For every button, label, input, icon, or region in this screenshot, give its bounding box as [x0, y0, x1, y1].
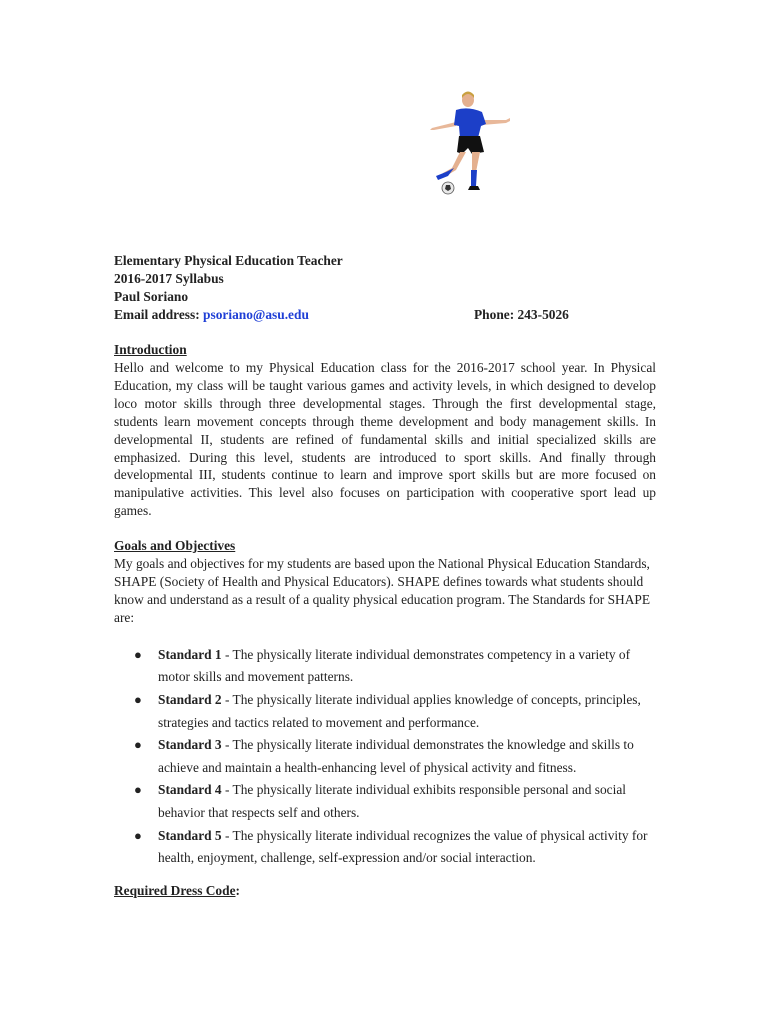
list-item [114, 825, 656, 870]
soccer-player-image [426, 90, 516, 200]
contact-row [114, 306, 656, 324]
standards-list [114, 644, 656, 870]
syllabus-year: 2016-2017 Syllabus [114, 271, 224, 286]
header-block [114, 252, 656, 324]
standard-label: Standard 4 [158, 782, 222, 798]
standard-label: Standard 1 [158, 646, 222, 662]
standard-text: - The physically literate individual applies knowledge of concepts, principles, strategies and tactics related to movement and performance. [158, 691, 641, 730]
standard-text: - The physically literate individual exhibits responsible personal and social behavior that respects self and others. [158, 782, 626, 820]
goals-heading: Goals and Objectives [114, 538, 236, 554]
dress-code-colon: : [235, 882, 240, 898]
goals-text: My goals and objectives for my students are based upon the National Physical Education Standards, SHAPE (Society of Health and Physical Educators). SHAPE defines towards what students should know and understand as a result of a quality physical education program. The Standards for SHAPE are: [114, 556, 650, 625]
bullet-icon: ● [134, 782, 142, 798]
bullet-icon: ● [134, 691, 142, 707]
standard-label: Standard 3 [158, 737, 222, 753]
syllabus-document [114, 252, 656, 900]
standard-text: - The physically literate individual recognizes the value of physical activity for health, enjoyment, challenge, self-expression and/or social interaction. [158, 827, 648, 866]
standard-label: Standard 2 [158, 691, 222, 707]
teacher-name: Paul Soriano [114, 289, 189, 304]
bullet-icon: ● [134, 737, 142, 753]
list-item [114, 734, 656, 779]
email-label: Email address: [114, 307, 204, 322]
list-item [114, 779, 656, 824]
standard-text: - The physically literate individual demonstrates competency in a variety of motor skills and movement patterns. [158, 646, 631, 685]
standard-label: Standard 5 [158, 827, 222, 843]
dress-code-label: Required Dress Code [114, 882, 236, 898]
standard-text: - The physically literate individual demonstrates the knowledge and skills to achieve and maintain a health-enhancing level of physical activity and fitness. [158, 737, 634, 775]
phone-number: Phone: 243-5026 [474, 307, 569, 322]
bullet-icon: ● [134, 646, 142, 662]
introduction-text: Hello and welcome to my Physical Education class for the 2016-2017 school year. In Physical Education, my class will be taught various games and activity levels, in which designed to develop loco motor skills through three developmental stages. Through the first developmental stage, students learn movement concepts through theme development and body management skills. In developmental II, students are refined of fundamental skills and initial specialized skills are emphasized. During this level, students are introduced to sport skills. And finally through developmental III, students continue to learn and improve sport skills but are more focused on manipulative activities. This level also focuses on participation with cooperative sport lead up games. [114, 360, 656, 519]
list-item [114, 689, 656, 734]
dress-code-heading [114, 882, 656, 900]
introduction-heading: Introduction [114, 342, 187, 357]
email-link[interactable]: psoriano@asu.edu [203, 307, 309, 322]
list-item [114, 644, 656, 689]
page-title: Elementary Physical Education Teacher [114, 253, 343, 268]
bullet-icon: ● [134, 827, 142, 843]
